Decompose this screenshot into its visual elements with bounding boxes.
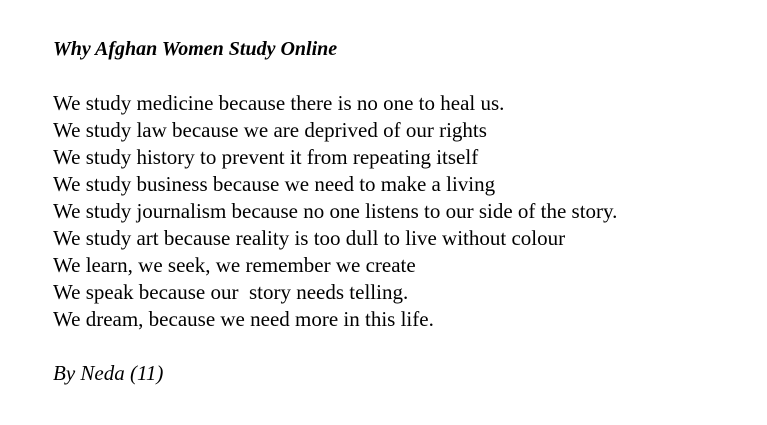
poem-line: We study business because we need to make a living: [53, 172, 496, 196]
poem-title: Why Afghan Women Study Online: [53, 38, 338, 60]
poem-line: We study law because we are deprived of our rights: [53, 118, 487, 142]
poem-line: We study medicine because there is no one to heal us.: [53, 91, 505, 115]
poem-line: We learn, we seek, we remember we create: [53, 253, 416, 277]
poem-body: [53, 90, 753, 333]
poem-line: We speak because our story needs telling.: [53, 280, 409, 304]
poem-line: We study art because reality is too dull to live without colour: [53, 226, 566, 250]
poem-line: We study history to prevent it from repeating itself: [53, 145, 479, 169]
poem-line: We study journalism because no one listens to our side of the story.: [53, 199, 618, 223]
poem-author: By Neda (11): [53, 361, 164, 385]
poem-document: [53, 36, 753, 387]
poem-line: We dream, because we need more in this life.: [53, 307, 434, 331]
